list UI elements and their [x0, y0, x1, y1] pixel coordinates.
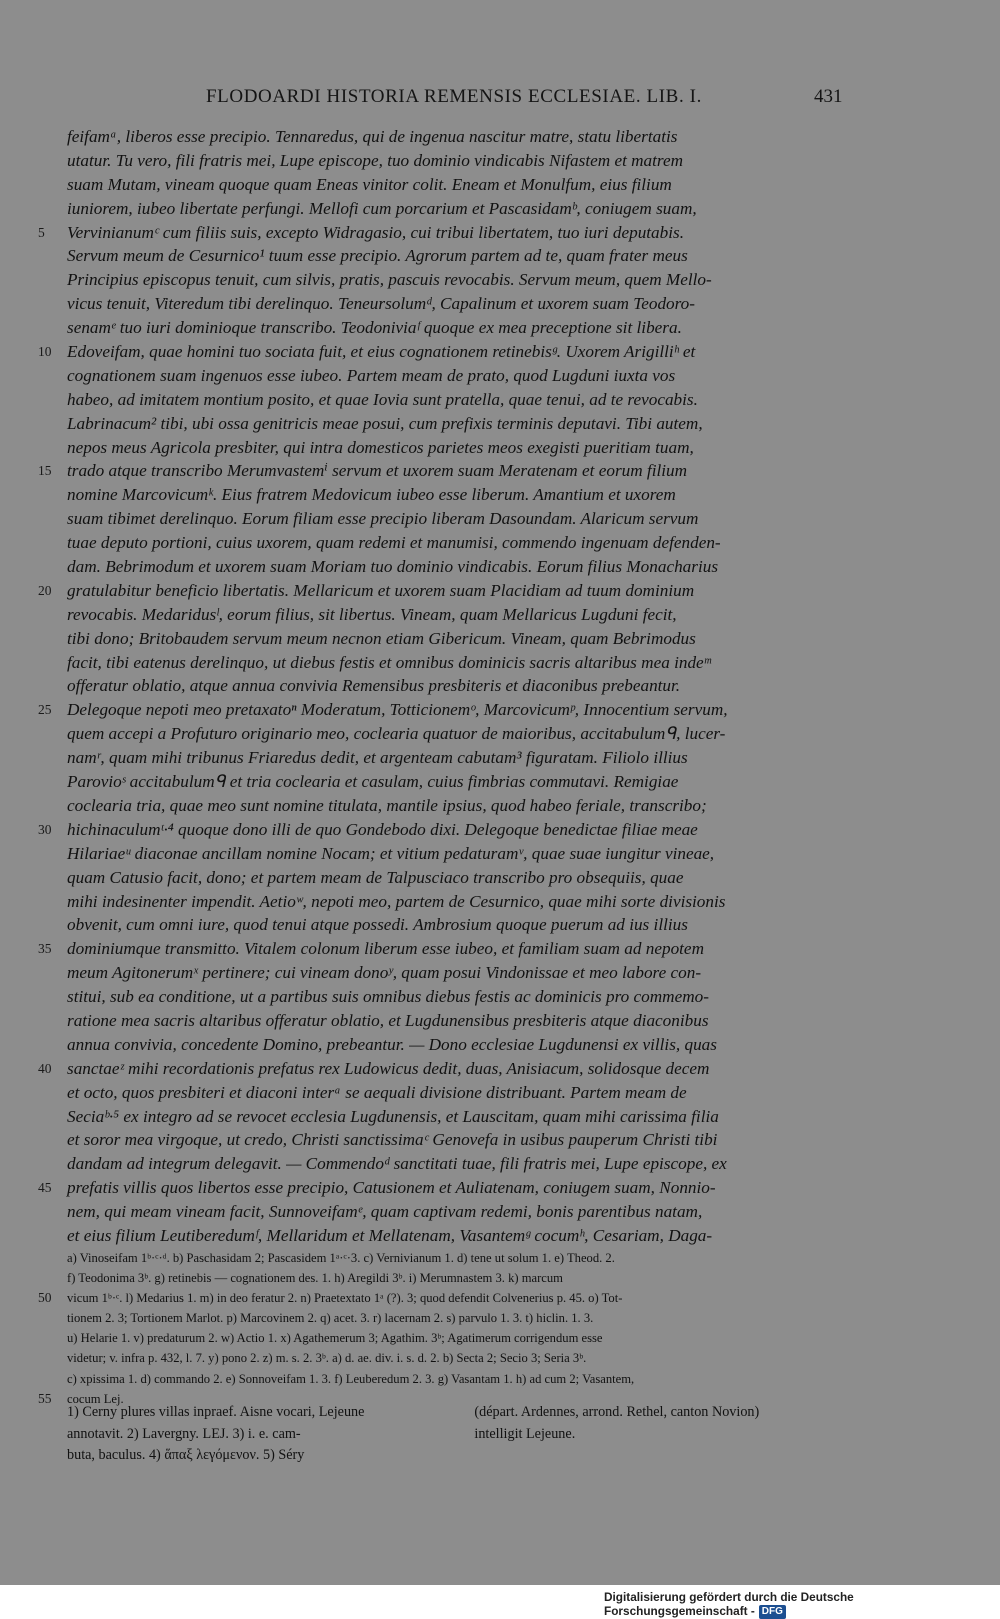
line-number: 25 [38, 702, 52, 718]
text-line [38, 890, 850, 914]
text-line [38, 603, 850, 627]
line-text: mihi indesinenter impendit. Aetioʷ, nepoti meo, partem de Cesurnico, quae mihi sorte divisionis [67, 891, 726, 911]
variant-note-line [38, 1369, 850, 1389]
text-line [38, 674, 850, 698]
variant-note-line [38, 1308, 850, 1328]
line-text: et octo, quos presbiteri et diaconi interᵃ se aequali divisione distribuant. Partem meam de [67, 1082, 687, 1102]
variant-note-line [38, 1268, 850, 1288]
line-text: facit, tibi eatenus derelinquo, ut diebus festis et omnibus dominicis sacris altaribus mea indeᵐ [67, 652, 711, 672]
line-text: videtur; v. infra p. 432, l. 7. y) pono 2. z) m. s. 2. 3ᵇ. a) d. ae. div. i. s. d. 2. b) Secta 2; Secio 3; Seria 3ᵇ. [67, 1351, 587, 1366]
line-text: dominiumque transmitto. Vitalem colonum liberum esse iubeo, et familiam suam ad nepotem [67, 939, 704, 959]
footnote-line: annotavit. 2) Lavergny. LEJ. 3) i. e. cam- [67, 1425, 301, 1442]
line-text: et eius filium Leutiberedumᶠ, Mellaridum et Mellatenam, Vasantemᵍ cocumʰ, Cesariam, Daga- [67, 1225, 713, 1245]
running-title: FLODOARDI HISTORIA REMENSIS ECCLESIAE. LIB. I. [206, 86, 702, 107]
text-line [38, 746, 850, 770]
line-number: 50 [38, 1290, 52, 1306]
page-number: 431 [814, 86, 843, 107]
text-line [38, 1033, 850, 1057]
line-text: Delegoque nepoti meo pretaxatoⁿ Moderatum, Totticionemᵒ, Marcovicumᵖ, Innocentium servum, [67, 700, 728, 720]
text-line [38, 340, 850, 364]
footnotes-left-column [67, 1402, 462, 1467]
line-number: 20 [38, 582, 52, 598]
text-line [38, 722, 850, 746]
text-line [38, 985, 850, 1009]
line-text: sanctaeᶻ mihi recordationis prefatus rex Ludowicus dedit, duas, Anisiacum, solidosque decem [67, 1058, 710, 1078]
running-header [0, 86, 1000, 116]
line-text: nepos meus Agricola presbiter, qui intra domesticos parietes meos exegisti pueritiam tuam, [67, 437, 694, 457]
text-line [38, 244, 850, 268]
line-text: prefatis villis quos libertos esse precipio, Catusionem et Auliatenam, coniugem suam, Nonnio- [67, 1178, 716, 1198]
text-line [38, 507, 850, 531]
line-text: tionem 2. 3; Tortionem Marlot. p) Marcovinem 2. q) acet. 3. r) lacernam 2. s) parvulo 1. 3. t) hiclin. 1. 3. [67, 1311, 594, 1326]
text-line [38, 627, 850, 651]
line-number: 35 [38, 941, 52, 957]
footnote-line: intelligit Lejeune. [474, 1425, 576, 1442]
line-text: Parovioˢ accitabulumᑫ et tria coclearia et casulam, cuius fimbrias commutavi. Remigiae [67, 772, 679, 792]
line-text: vicus tenuit, Viteredum tibi derelinquo. Teneursolumᵈ, Capalinum et uxorem suam Teodoro- [67, 294, 696, 314]
line-text: cognationem suam ingenuos esse iubeo. Partem meam de prato, quod Lugduni iuxta vos [67, 365, 676, 385]
text-line [38, 937, 850, 961]
text-line [38, 818, 850, 842]
text-line [38, 842, 850, 866]
line-number: 45 [38, 1180, 52, 1196]
line-text: nomine Marcovicumᵏ. Eius fratrem Medovicum iubeo esse liberum. Amantium et uxorem [67, 485, 676, 505]
line-text: nem, qui meam vineam facit, Sunnoveifamᵉ, quam captivam redemi, bonis parentibus natam, [67, 1202, 703, 1222]
line-text: dam. Bebrimodum et uxorem suam Moriam tuo dominio vindicabis. Eorum filius Monacharius [67, 557, 719, 577]
line-text: f) Teodonima 3ᵇ. g) retinebis — cognationem des. 1. h) Aregildi 3ᵇ. i) Merumnastem 3. k) marcum [67, 1271, 563, 1286]
line-text: iuniorem, iubeo libertate perfungi. Mellofi cum porcarium et Pascasidamᵇ, coniugem suam, [67, 198, 697, 218]
variant-note-line [38, 1328, 850, 1348]
text-line [38, 698, 850, 722]
line-text: namʳ, quam mihi tribunus Friaredus dedit, et argenteam cabutam³ figuratam. Filiolo illius [67, 748, 688, 768]
editor-footnotes [38, 1402, 850, 1467]
line-text: meum Agitonerumˣ pertinere; cui vineam donoʸ, quam posui Vindonissae et meo labore con- [67, 963, 702, 983]
text-line [38, 149, 850, 173]
footnote-line: buta, baculus. 4) ἅπαξ λεγόμενον. 5) Séry [67, 1447, 305, 1463]
text-line [38, 388, 850, 412]
digitization-credit [604, 1590, 1000, 1619]
text-line [38, 412, 850, 436]
line-text: ratione mea sacris altaribus offeratur oblatio, et Lugdunensibus presbiteris atque diaconibus [67, 1010, 709, 1030]
variant-note-line [38, 1348, 850, 1368]
line-text: cocum Lej. [67, 1391, 124, 1406]
line-text: revocabis. Medaridusˡ, eorum filius, sit libertus. Vineam, quam Mellaricus Lugduni fecit, [67, 604, 677, 624]
text-line [38, 1057, 850, 1081]
line-text: dandam ad integrum delegavit. — Commendoᵈ sanctitati tuae, fili fratris mei, Lupe episcope, ex [67, 1154, 727, 1174]
text-line [38, 1176, 850, 1200]
text-line [38, 316, 850, 340]
line-text: utatur. Tu vero, fili fratris mei, Lupe episcope, tuo dominio vindicabis Nifastem et matrem [67, 150, 684, 170]
line-text: Hilariaeᵘ diaconae ancillam nomine Nocam; et vitium pedaturamᵛ, quae suae iungitur vineae, [67, 843, 715, 863]
line-number: 5 [38, 224, 45, 240]
text-line [38, 1152, 850, 1176]
text-line [38, 197, 850, 221]
variant-note-line [38, 1248, 850, 1268]
dfg-logo: DFG [759, 1605, 786, 1619]
line-text: habeo, ad imitatem montium posito, et quae Iovia sunt pratella, quae tenui, ad te revocabis. [67, 389, 698, 409]
text-line [38, 1009, 850, 1033]
line-text: vicum 1ᵇ·ᶜ. l) Medarius 1. m) in deo feratur 2. n) Praetextato 1ᵃ (?). 3; quod defendit Colvenerius p. 45. o) Tot- [67, 1291, 623, 1306]
text-line [38, 1224, 850, 1248]
text-line [38, 866, 850, 890]
line-text: quem accepi a Profuturo originario meo, coclearia quatuor de maioribus, accitabulumᑫ, lucer- [67, 724, 726, 744]
text-line [38, 794, 850, 818]
line-text: suam tibimet derelinquo. Eorum filiam esse precipio liberam Dasoundam. Alaricum servum [67, 509, 699, 529]
text-line [38, 531, 850, 555]
line-text: et soror mea virgoque, ut credo, Christi sanctissimaᶜ Genovefa in usibus pauperum Christi tibi [67, 1130, 718, 1150]
text-line [38, 483, 850, 507]
line-number: 15 [38, 463, 52, 479]
line-text: quam Catusio facit, dono; et partem meam de Talpusciaco transcribo pro obsequiis, quae [67, 867, 684, 887]
text-line [38, 1128, 850, 1152]
line-text: annua convivia, concedente Domino, prebeantur. — Dono ecclesiae Lugdunensi ex villis, quas [67, 1034, 717, 1054]
text-line [38, 173, 850, 197]
text-line [38, 268, 850, 292]
text-line [38, 555, 850, 579]
line-text: tuae deputo portioni, cuius uxorem, quam redemi et manumisi, commendo ingenuam defenden- [67, 533, 721, 553]
text-line [38, 292, 850, 316]
text-line [38, 221, 850, 245]
line-text: Principius episcopus tenuit, cum silvis, pratis, pascuis revocabis. Servum meum, quem Mello- [67, 270, 712, 290]
line-text: gratulabitur beneficio libertatis. Mellaricum et uxorem suam Placidiam ad tuum dominium [67, 580, 695, 600]
line-text: Servum meum de Cesurnico¹ tuum esse precipio. Agrorum partem ad te, quam frater meus [67, 246, 688, 266]
text-line [38, 364, 850, 388]
text-line [38, 1200, 850, 1224]
footnotes-right-column [462, 1402, 850, 1467]
text-line [38, 770, 850, 794]
text-line [38, 579, 850, 603]
line-number: 10 [38, 344, 52, 360]
text-line [38, 459, 850, 483]
line-number: 55 [38, 1390, 52, 1406]
line-text: Edoveifam, quae homini tuo sociata fuit, et eius cognationem retinebisᵍ. Uxorem Arigilliʰ et [67, 342, 696, 362]
line-text: Vervinianumᶜ cum filiis suis, excepto Widragasio, cui tribui libertatem, tuo iuri deputabis. [67, 222, 685, 242]
variant-apparatus [38, 1248, 850, 1409]
variant-note-line [38, 1288, 850, 1308]
text-line [38, 913, 850, 937]
line-text: tibi dono; Britobaudem servum meum necnon etiam Gibericum. Vineam, quam Bebrimodus [67, 628, 696, 648]
text-line [38, 1105, 850, 1129]
line-text: a) Vinoseifam 1ᵇ·ᶜ·ᵈ. b) Paschasidam 2; Pascasidem 1ᵃ·ᶜ·3. c) Vernivianum 1. d) tene ut solum 1. e) Theod. 2. [67, 1251, 615, 1265]
line-number: 40 [38, 1060, 52, 1076]
text-line [38, 125, 850, 149]
line-text: trado atque transcribo Merumvastemⁱ servum et uxorem suam Meratenam et eorum filium [67, 461, 688, 481]
credit-text: Digitalisierung gefördert durch die Deutsche Forschungsgemeinschaft - [604, 1590, 854, 1618]
line-text: offeratur oblatio, atque annua convivia Remensibus presbiteris et diaconibus prebeantur. [67, 676, 681, 696]
line-text: suam Mutam, vineam quoque quam Eneas vinitor colit. Eneam et Monulfum, eius filium [67, 174, 672, 194]
line-text: coclearia tria, quae meo sunt nomine titulata, mantile ipsius, quod habeo feriale, transcribo; [67, 795, 707, 815]
line-text: obvenit, cum omni iure, quod tenui atque possedi. Ambrosium quoque puerum ad ius illius [67, 915, 688, 935]
text-line [38, 436, 850, 460]
line-text: stitui, sub ea conditione, ut a partibus suis omnibus diebus festis ac dominicis pro commemo- [67, 987, 709, 1007]
text-line [38, 961, 850, 985]
line-number: 30 [38, 821, 52, 837]
footnote-line: (départ. Ardennes, arrond. Rethel, canton Novion) [474, 1404, 760, 1420]
main-text-block [38, 125, 850, 1248]
line-text: Seciaᵇ·⁵ ex integro ad se revocet ecclesia Lugdunensis, et Lauscitam, quam mihi carissima filia [67, 1106, 719, 1126]
line-text: senamᵉ tuo iuri dominioque transcribo. Teodoniviaᶠ quoque ex mea preceptione sit libera. [67, 318, 682, 338]
line-text: u) Helarie 1. v) predaturum 2. w) Actio 1. x) Agathemerum 3; Agathim. 3ᵇ; Agatimerum corrigendum esse [67, 1331, 603, 1346]
text-line [38, 651, 850, 675]
line-text: hichinaculumᵗ·⁴ quoque dono illi de quo Gondebodo dixi. Delegoque benedictae filiae meae [67, 819, 698, 839]
line-text: feifamᵃ, liberos esse precipio. Tennaredus, qui de ingenua nascitur matre, statu libertatis [67, 127, 678, 146]
line-text: c) xpissima 1. d) commando 2. e) Sonnoveifam 1. 3. f) Leuberedum 2. 3. g) Vasantam 1. h) ad cum 2; Vasantem, [67, 1371, 635, 1386]
line-text: Labrinacum² tibi, ubi ossa genitricis meae posui, cum prefixis terminis deputavi. Tibi autem, [67, 413, 703, 433]
footnote-line: 1) Cerny plures villas inpraef. Aisne vocari, Lejeune [67, 1404, 365, 1420]
text-line [38, 1081, 850, 1105]
